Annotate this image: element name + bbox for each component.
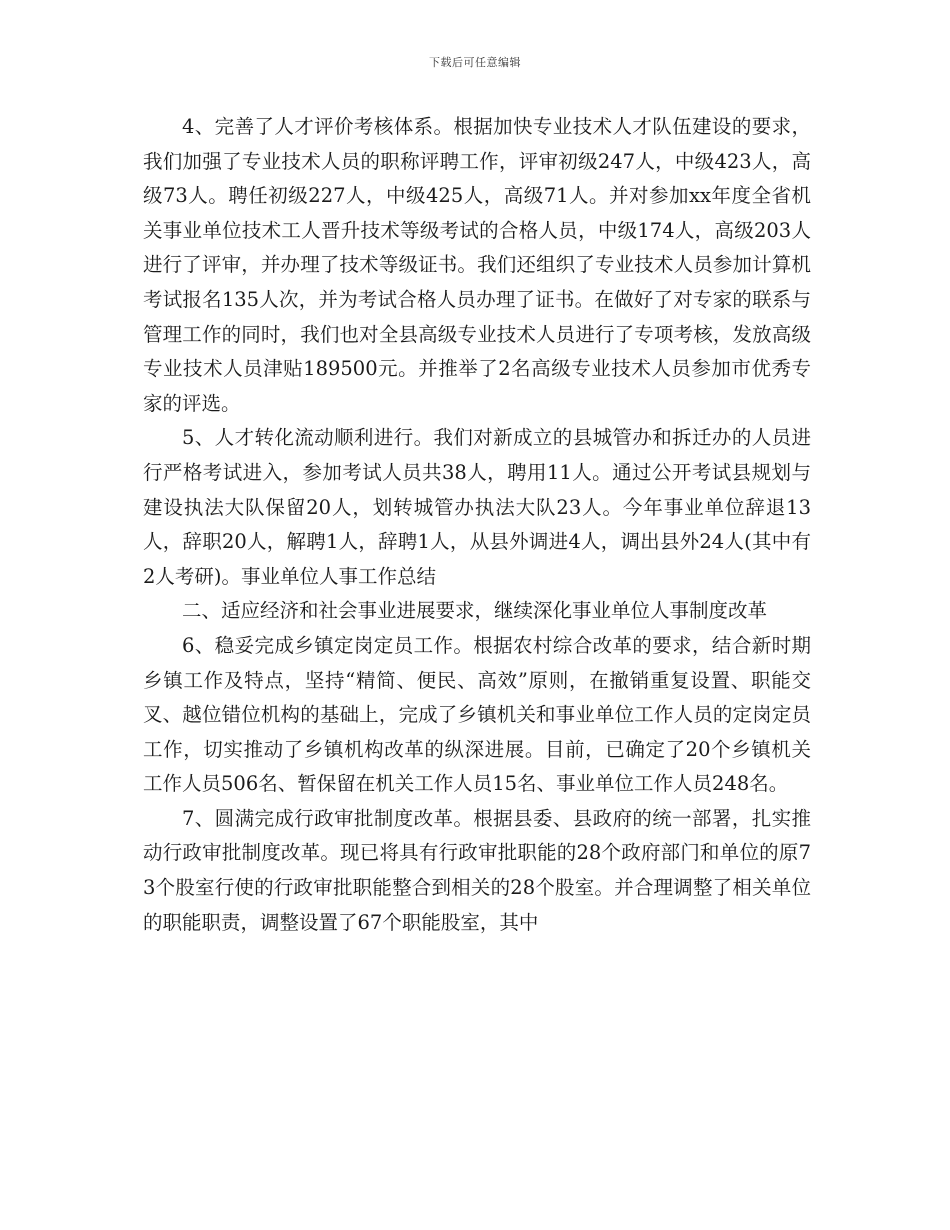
paragraph-township-staffing: 6、稳妥完成乡镇定岗定员工作。根据农村综合改革的要求，结合新时期乡镇工作及特点，坚持“精简、便民、高效”原则，在撤销重复设置、职能交叉、越位错位机构的基础上，完成了乡镇机关和事业单位工作人员的定岗定员工作，切实推动了乡镇机构改革的纵深进展。目前，已确定了20个乡镇机关工作人员506名、暂保留在机关工作人员15名、事业单位工作人员248名。 [143, 633, 811, 796]
paragraph-talent-mobility: 5、人才转化流动顺利进行。我们对新成立的县城管办和拆迁办的人员进行严格考试进入，参加考试人员共38人，聘用11人。通过公开考试县规划与建设执法大队保留20人，划转城管办执法大队23人。今年事业单位辞退13人，辞职20人，解聘1人，辞聘1人，从县外调进4人，调出县外24人(其中有2人考研)。事业单位人事工作总结 [143, 426, 811, 588]
paragraph-talent-evaluation: 4、完善了人才评价考核体系。根据加快专业技术人才队伍建设的要求，我们加强了专业技术人员的职称评聘工作，评审初级247人，中级423人，高级73人。聘任初级227人，中级425人，高级71人。并对参加xx年度全省机关事业单位技术工人晋升技术等级考试的合格人员，中级174人，高级203人进行了评审，并办理了技术等级证书。我们还组织了专业技术人员参加计算机考试报名135人次，并为考试合格人员办理了证书。在做好了对专家的联系与管理工作的同时，我们也对全县高级专业技术人员进行了专项考核，发放高级专业技术人员津贴189500元。并推举了2名高级专业技术人员参加市优秀专家的评选。 [143, 115, 811, 415]
page-header: 下载后可任意编辑 [429, 56, 521, 69]
section-heading-reform: 二、适应经济和社会事业进展要求，继续深化事业单位人事制度改革 [182, 599, 768, 623]
document-body [143, 110, 811, 940]
paragraph-administrative-approval: 7、圆满完成行政审批制度改革。根据县委、县政府的统一部署，扎实推动行政审批制度改革。现已将具有行政审批职能的28个政府部门和单位的原73个股室行使的行政审批职能整合到相关的28个股室。并合理调整了相关单位的职能职责，调整设置了67个职能股室，其中 [143, 806, 811, 934]
